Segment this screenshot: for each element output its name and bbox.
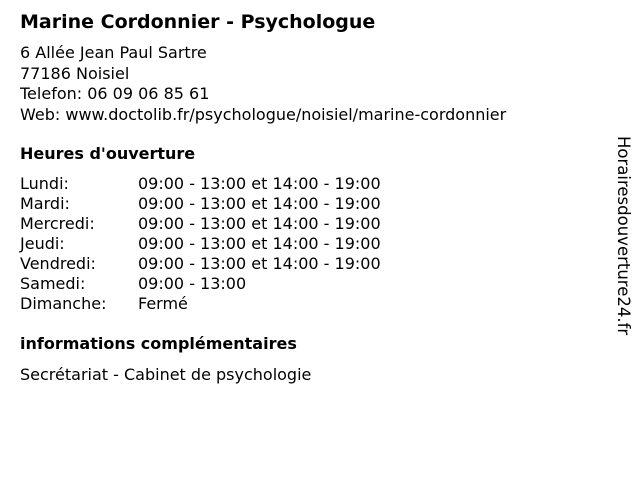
additional-info-heading: informations complémentaires: [20, 334, 297, 353]
hours-time: 09:00 - 13:00 et 14:00 - 19:00: [138, 194, 381, 213]
hours-day: Vendredi:: [20, 254, 96, 273]
address-street: 6 Allée Jean Paul Sartre: [20, 43, 207, 62]
hours-time: 09:00 - 13:00 et 14:00 - 19:00: [138, 174, 381, 193]
hours-row-sunday: [20, 294, 440, 314]
hours-row-wednesday: [20, 214, 440, 234]
hours-row-friday: [20, 254, 440, 274]
hours-time: 09:00 - 13:00 et 14:00 - 19:00: [138, 234, 381, 253]
address-web: Web: www.doctolib.fr/psychologue/noisiel/marine-cordonnier: [20, 104, 507, 124]
hours-row-thursday: [20, 234, 440, 254]
hours-day: Lundi:: [20, 174, 69, 193]
hours-row-monday: [20, 174, 440, 194]
hours-time: 09:00 - 13:00 et 14:00 - 19:00: [138, 254, 381, 273]
address-city: 77186 Noisiel: [20, 63, 130, 83]
hours-day: Samedi:: [20, 274, 86, 293]
page-title: Marine Cordonnier - Psychologue: [20, 11, 376, 33]
hours-time: Fermé: [138, 294, 188, 313]
opening-hours-heading: Heures d'ouverture: [20, 144, 196, 163]
hours-time: 09:00 - 13:00 et 14:00 - 19:00: [138, 214, 381, 233]
hours-day: Mardi:: [20, 194, 70, 213]
address-block: [20, 43, 506, 125]
hours-row-tuesday: [20, 194, 440, 214]
hours-day: Dimanche:: [20, 294, 107, 313]
address-phone: Telefon: 06 09 06 85 61: [20, 84, 210, 103]
hours-row-saturday: [20, 274, 440, 294]
hours-time: 09:00 - 13:00: [138, 274, 247, 293]
site-watermark: Horairesdouverture24.fr: [614, 136, 633, 336]
opening-hours-table: [20, 174, 440, 314]
additional-info-text: Secrétariat - Cabinet de psychologie: [20, 365, 312, 384]
hours-day: Jeudi:: [20, 234, 65, 253]
hours-day: Mercredi:: [20, 214, 95, 233]
